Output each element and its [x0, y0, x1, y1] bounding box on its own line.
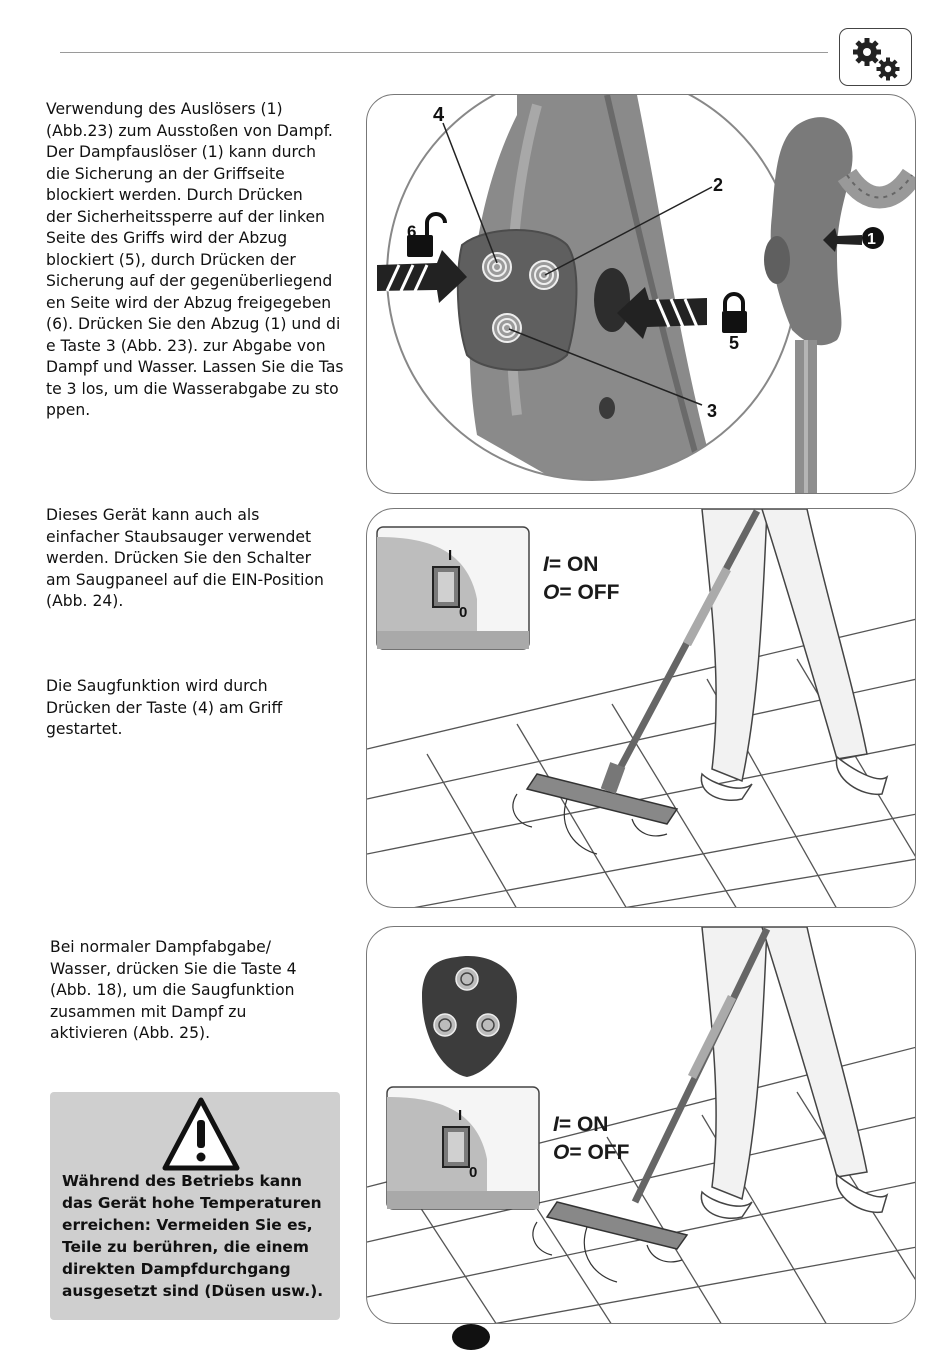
- warning-box: [50, 1092, 340, 1320]
- header-rule: [60, 52, 828, 53]
- on-text-2: = ON: [558, 1113, 609, 1136]
- on-symbol: I: [543, 553, 549, 576]
- vacuum-intro-text: Dieses Gerät kann auch als einfacher Staubsauger verwendet werden. Drücken Sie den Schalter am Saugpaneel auf die EIN-Position (Abb. 24).: [46, 506, 324, 610]
- page-number-marker: [452, 1324, 490, 1350]
- on-text: = ON: [548, 553, 599, 576]
- switch-legend-off: [543, 581, 619, 605]
- callout-6: 6: [407, 222, 417, 241]
- off-symbol-2: O: [553, 1141, 570, 1164]
- switch-mark-off: 0: [459, 604, 468, 621]
- switch-legend-on-2: [553, 1113, 608, 1137]
- callout-3: 3: [707, 401, 718, 421]
- figure-24-vacuum-illustration: [366, 508, 916, 908]
- switch-legend-on: [543, 553, 598, 577]
- figure-25-steam-vacuum-illustration: [366, 926, 916, 1324]
- suction-start-text: Die Saugfunktion wird durch Drücken der Taste (4) am Griff gestartet.: [46, 677, 283, 738]
- callout-1: 1: [867, 231, 876, 248]
- settings-gears-icon: [839, 28, 912, 86]
- figure-23-handle-illustration: [366, 94, 916, 494]
- callout-4: 4: [433, 104, 445, 126]
- switch-mark-on: I: [448, 547, 453, 564]
- off-text: = OFF: [559, 581, 620, 604]
- switch-mark-off-2: 0: [469, 1164, 478, 1181]
- on-symbol-2: I: [553, 1113, 559, 1136]
- off-symbol: O: [543, 581, 560, 604]
- control-panel-badge: [422, 956, 517, 1077]
- callout-2: 2: [713, 175, 724, 195]
- switch-mark-on-2: I: [458, 1107, 463, 1124]
- warning-triangle-icon: [161, 1096, 241, 1172]
- switch-legend-off-2: [553, 1141, 629, 1165]
- warning-text: Während des Betriebs kann das Gerät hohe Temperaturen erreichen: Vermeiden Sie es, Teile zu berühren, die einem direkten Dampfdurchgang ausgesetzt sind (Düsen usw.).: [62, 1172, 324, 1300]
- trigger-instructions-text: Verwendung des Auslösers (1) (Abb.23) zum Ausstoßen von Dampf. Der Dampfauslöser (1) kann durch die Sicherung an der Griffseite blockiert werden. Durch Drücken der Sicherheitssperre auf der linken Seite des Griffs wird der Abzug blockiert (5), durch Drücken der Sicherung auf der gegenüberliegend en Seite wird der Abzug freigegeben (6). Drücken Sie den Abzug (1) und di e Taste 3 (Abb. 23). zur Abgabe von Dampf und Wasser. Lassen Sie die Tas te 3 los, um die Wasserabgabe zu sto ppen.: [46, 100, 344, 419]
- steam-and-suction-text: Bei normaler Dampfabgabe/ Wasser, drücken Sie die Taste 4 (Abb. 18), um die Saugfunktion zusammen mit Dampf zu aktivieren (Abb. 25).: [50, 938, 297, 1042]
- callout-5: 5: [729, 333, 740, 353]
- off-text-2: = OFF: [569, 1141, 630, 1164]
